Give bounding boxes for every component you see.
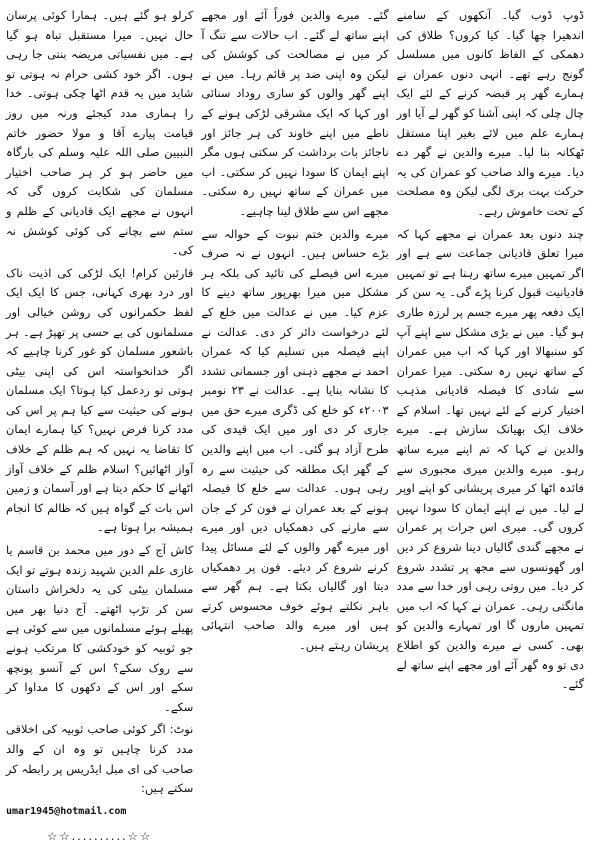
paragraph: چند دنوں بعد عمران نے مجھے کہا کہ میرا تعلق قادیانی جماعت سے ہے اور اگر تمہیں میرے ساتھ رہنا ہے تو تمہیں قادیانیت قبول کرنا پڑے گی۔ یہ سن کر ایک دفعہ پھر میرے جسم پر لرزہ طاری ہو گیا۔ میں نے بڑی مشکل سے اپنے آپ کو سنبھالا اور کہا کہ اب میں عمران کے ساتھ نہیں رہ سکتی۔ میرا عمران سے شادی کا فیصلہ قادیانی مذہب اختیار کرنے کے لئے نہیں تھا۔ اسلام کے خلاف ایک بھیانک سازش ہے۔ میرے والدین نے کہا کہ تم اپنے میرے ساتھ رہو۔ میرے والدین میری مجبوری سے فائدہ اٹھا کر میری پریشانی کو اپنے اوپر لے لیا۔ میں نے اپنے ایمان کا سودا نہیں کروں گی۔ میری اس جرات پر عمران نے مجھے گندی گالیاں دینا شروع کر دیں اور گھونسوں سے مجھ پر تشدد شروع کر دیا۔ میں روتی رہی اور خدا سے مدد مانگتی رہی۔ عمران نے کہا کہ اب میں تمہیں ماروں گا اور تمہارے والدین کو بھی۔ کسی نے میرے والدین کو اطلاع دی تو وہ گھر آئے اور مجھے اپنے ساتھ لے گئے۔	[396, 226, 584, 692]
text-column-left	[6, 6, 194, 844]
paragraph: کاش آج کے دور میں محمد بن قاسم یا غازی علم الدین شہید زندہ ہوتے تو ایک مسلمان بیٹی کی یہ دلخراش داستان سن کر تڑپ اٹھتے۔ آج دنیا بھر میں پھیلے ہوئے مسلمانوں میں سے کوئی ہے جو ثوبیہ کو خودکشی کا مرتکب ہونے سے روک سکے؟ اس کے آنسو پونچھ سکے اور اس کے دکھوں کا مداوا کر سکے۔	[6, 543, 194, 714]
star-separator: ☆☆..........☆☆	[47, 829, 153, 844]
note-paragraph: نوٹ: اگر کوئی صاحب ثوبیہ کی اخلاقی مدد کرنا چاہیں تو وہ ان کے والد صاحب کی ای میل ایڈریس پر رابطہ کر سکتے ہیں:	[6, 722, 194, 796]
paragraph: ڈوپ ڈوب گیا۔ آنکھوں کے سامنے اندھیرا چھا گیا۔ کیا کروں؟ طلاق کی دھمکی کے الفاظ کانوں میں مسلسل گونج رہے تھے۔ انہی دنوں عمران نے ہمارے گھر پر قبضہ کرنے کے لئے ایک چال چلی کہ اپنی آشنا کو گھر لے آیا اور ہمارے علم میں لائے بغیر اپنا مستقل ٹھکانہ بنا لیا۔ میرے والدین نے گھر دے دیا۔ میرے والد صاحب کو عمران کی یہ حرکت بہت بری لگی لیکن وہ مصلحت کے تحت خاموش رہے۔	[396, 8, 584, 218]
text-column-middle	[201, 6, 388, 807]
paragraph: میرے والدین ختم نبوت کے حوالہ سے بڑے حساس ہیں۔ انہوں نے نہ صرف میرے اس فیصلے کی تائید کی بلکہ ہر مشکل میں میرا بھرپور ساتھ دینے کا عزم کیا۔ میں نے عدالت میں خلع کے لئے درخواست دائر کر دی۔ عدالت نے اپنے فیصلہ میں تسلیم کیا کہ عمران احمد نے مجھے ذہنی اور جسمانی تشدد کا نشانہ بنایا ہے۔ عدالت نے ۲۳ نومبر ۲۰۰۳ء کو خلع کی ڈگری میرے حق میں جاری کر دی اور میں ایک قیدی کی طرح آزاد ہو گئی۔ اب میں اپنے والدین کے گھر ایک مطلقہ کی حیثیت سے رہ رہی ہوں۔ عدالت سے خلع کا فیصلہ ہونے کے بعد عمران نے فون کر کے جان سے مارنے کی دھمکیاں دیں اور میرے اور میرے گھر والوں کے لئے مسائل پیدا کرنے شروع کر دیئے۔ فون پر دھمکیاں دیتا اور گالیاں بکتا ہے۔ ہم گھر سے باہر نکلتے ہوئے خوف محسوس کرتے ہیں اور میرے والد صاحب انتہائی پریشان رہتے ہیں۔	[201, 226, 389, 652]
paragraph: کرلو ہو گئے ہیں۔ ہمارا کوئی پرسان حال نہیں۔ میرا مستقبل تباہ ہو گیا ہے۔ میں نفسیاتی مریضہ بنتی جا رہی ہوں۔ اگر خود کشی حرام نہ ہوتی تو شاید میں یہ قدم اٹھا چکی ہوتی۔ خدا را ہماری مدد کیجئے ورنہ میں روز قیامت پیارے آقا و مولا حضور خاتم النبیین صلی اللہ علیہ وسلم کی بارگاہ میں حاضر ہو کر ہر صاحب اختیار مسلمان کی شکایت کروں گی کہ انہوں نے مجھے ایک قادیانی کے ظلم و ستم سے بچانے کی کوئی کوشش نہ کی۔	[6, 8, 194, 258]
contact-email-link[interactable]: umar1945@hotmail.com	[6, 805, 127, 817]
paragraph: قارئین کرام! ایک لڑکی کی اذیت ناک اور درد بھری کہانی، جس کا ایک ایک لفظ حکمرانوں کی روشن خیالی اور مسلمانوں کی بے حسی پر تھپڑ ہے۔ ہر باشعور مسلمان کو غور کرنا چاہیے کہ اگر خدانخواستہ اس کی اپنی بیٹی ہوتی تو ردعمل کیا ہوتا؟ ایک مسلمان ہونے کی حیثیت سے کیا ہم پر اس کی مدد کرنا فرض نہیں؟ کیا ہمارے ایمان کا تقاضا یہ نہیں کہ ہم ظلم کے خلاف آواز اٹھائیں؟ اسلام ظلم کے خلاف آواز اٹھانے کا حکم دیتا ہے اور آسمان و زمین اس بات کے گواہ ہیں کہ ظالم کا انجام ہمیشہ برا ہوتا ہے۔	[6, 265, 194, 535]
text-column-right	[397, 6, 584, 807]
paragraph: گئے۔ میرے والدین فوراً آئے اور مجھے اپنے ساتھ لے گئے۔ اب حالات سے تنگ آ کر میں نے مصالحت کی کوشش کی لیکن وہ اپنی ضد پر قائم رہا۔ میں نے اپنے گھر والوں کو ساری روداد سنائی اور کہا کہ ایک مشرقی لڑکی ہونے کے ناطے میں اپنے خاوند کی ہر جائز اور ناجائز بات برداشت کر سکتی ہوں مگر اپنے ایمان کا سودا نہیں کر سکتی۔ اب میں عمران کے ساتھ نہیں رہ سکتی۔ مجھے اس سے طلاق لینا چاہیے۔	[201, 8, 389, 218]
